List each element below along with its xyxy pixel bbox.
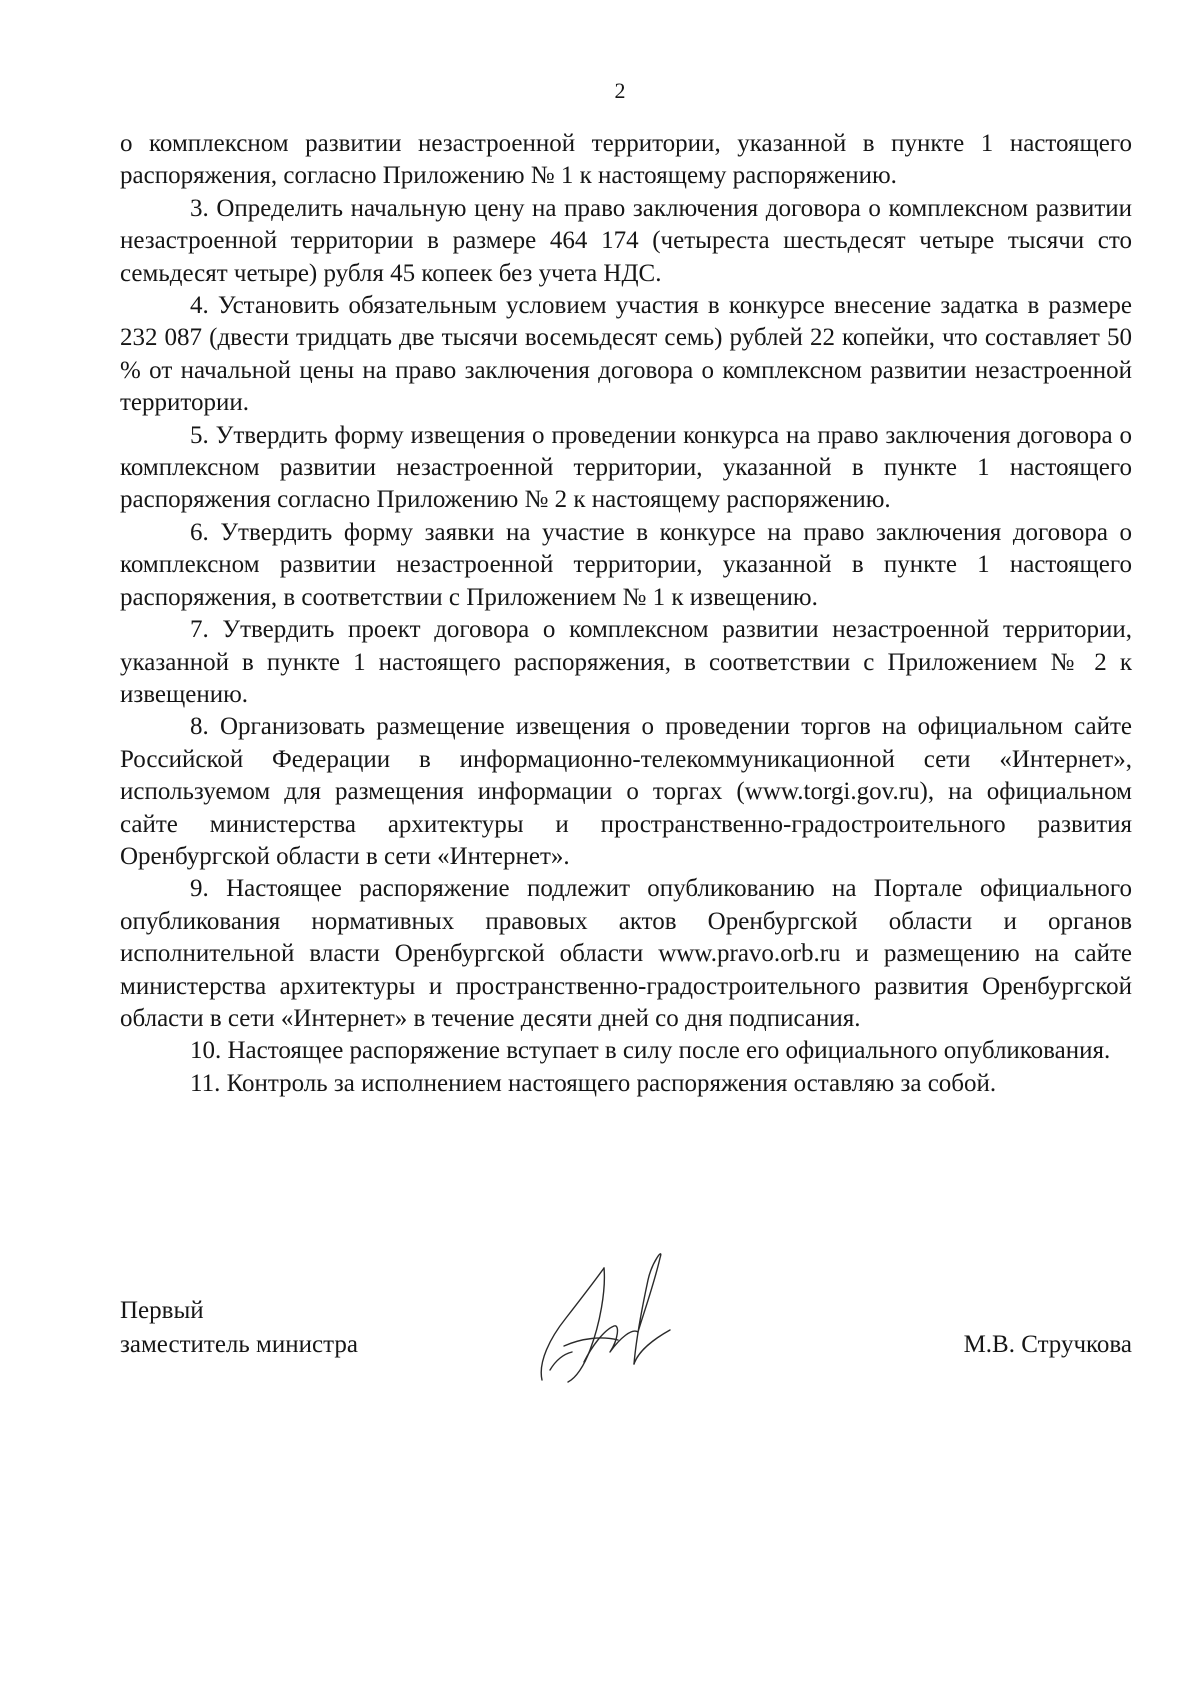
paragraph-item-9: 9. Настоящее распоряжение подлежит опубликованию на Портале официального опубликования нормативных правовых актов Оренбургской области и органов исполнительной власти Оренбургской области www.pravo.orb.ru и размещению на сайте министерства архитектуры и пространственно-градостроительного развития Оренбургской области в сети «Интернет» в течение десяти дней со дня подписания.	[120, 875, 1132, 1032]
paragraph-item-10: 10. Настоящее распоряжение вступает в силу после его официального опубликования.	[190, 1037, 1111, 1065]
paragraph-item-5: 5. Утвердить форму извещения о проведении конкурса на право заключения договора о комплексном развитии незастроенной территории, указанной в пункте 1 настоящего распоряжения согласно Приложению № 2 к настоящему распоряжению.	[120, 421, 1132, 514]
paragraph-item-8: 8. Организовать размещение извещения о проведении торгов на официальном сайте Российской Федерации в информационно-телекоммуникационной сети «Интернет», используемом для размещения информации о торгах (www.torgi.gov.ru), на официальном сайте министерства архитектуры и пространственно-градостроительного развития Оренбургской области в сети «Интернет».	[120, 713, 1132, 870]
paragraph-item-3: 3. Определить начальную цену на право заключения договора о комплексном развитии незастроенной территории в размере 464 174 (четыреста шестьдесят четыре тысячи сто семьдесят четыре) рубля 45 копеек без учета НДС.	[120, 194, 1132, 287]
handwritten-signature	[520, 1242, 690, 1392]
document-body	[120, 128, 1132, 1100]
paragraph-item-4: 4. Установить обязательным условием участия в конкурсе внесение задатка в размере 232 087 (двести тридцать две тысячи восемьдесят семь) рублей 22 копейки, что составляет 50 % от начальной цены на право заключения договора о комплексном развитии незастроенной территории.	[120, 292, 1132, 417]
signature-block	[120, 1294, 1132, 1414]
paragraph-continuation: о комплексном развитии незастроенной территории, указанной в пункте 1 настоящего распоряжения, согласно Приложению № 1 к настоящему распоряжению.	[120, 130, 1132, 190]
paragraph-item-11: 11. Контроль за исполнением настоящего распоряжения оставляю за собой.	[190, 1069, 997, 1097]
signatory-name: М.В. Стручкова	[963, 1331, 1132, 1358]
page-number: 2	[614, 78, 626, 103]
paragraph-item-7: 7. Утвердить проект договора о комплексном развитии незастроенной территории, указанной в пункте 1 настоящего распоряжения, в соответствии с Приложением № 2 к извещению.	[120, 616, 1132, 708]
paragraph-item-6: 6. Утвердить форму заявки на участие в конкурсе на право заключения договора о комплексном развитии незастроенной территории, указанной в пункте 1 настоящего распоряжения, в соответствии с Приложением № 1 к извещению.	[120, 518, 1132, 611]
signatory-position-line-1: Первый	[120, 1297, 204, 1324]
signatory-position-line-2: заместитель министра	[120, 1331, 358, 1358]
signatory-position	[120, 1294, 358, 1362]
